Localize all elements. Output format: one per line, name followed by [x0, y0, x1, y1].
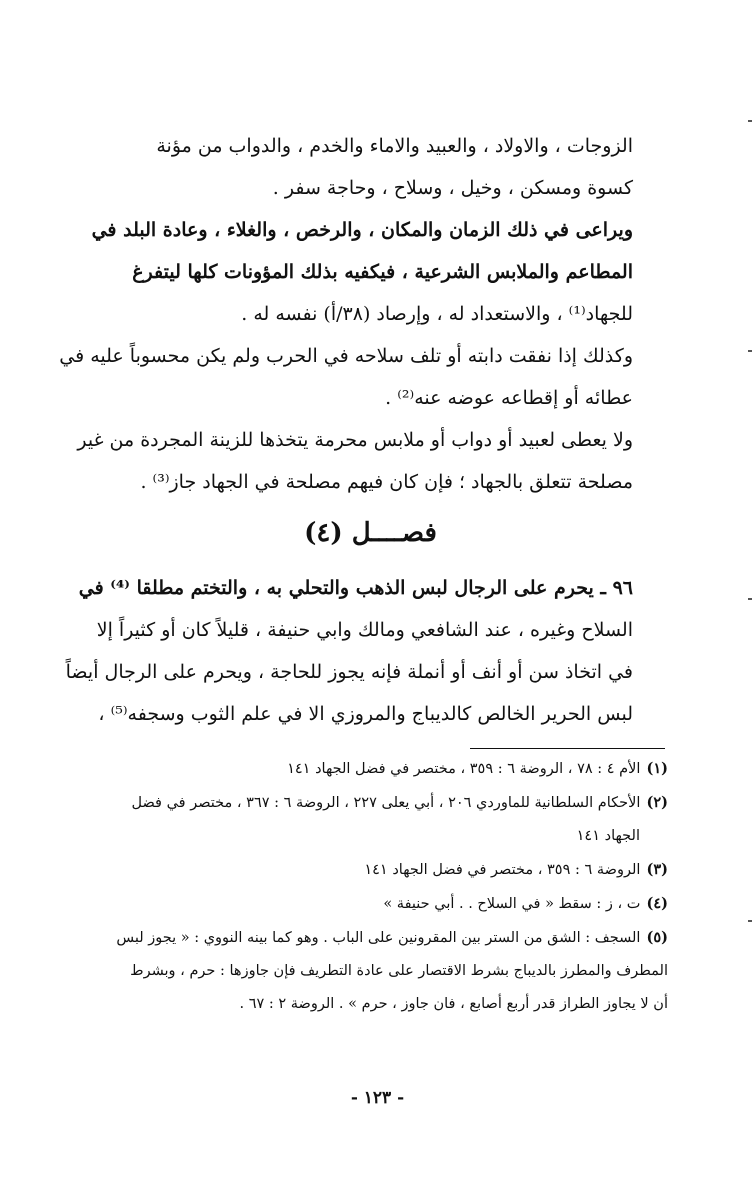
text-line-5: للجهاد⁽¹⁾ ، والاستعداد له ، وإرصاد (٣٨/أ) نفسه له .	[241, 303, 633, 325]
footnote-mark: (٥)	[646, 929, 668, 946]
footnote-mark: (٤)	[646, 895, 668, 912]
footnote-text: الروضة ٦ : ٣٥٩ ، مختصر في فضل الجهاد ١٤١	[364, 862, 641, 878]
text-line-3: ويراعى في ذلك الزمان والمكان ، والرخص ، والغلاء ، وعادة البلد في	[91, 219, 633, 241]
main-text	[59, 125, 633, 735]
footnote-text: المطرف والمطرز بالديباج بشرط الاقتصار على عادة التطريف فإن جاوزها : حرم ، وبشرط	[130, 963, 668, 979]
footnote-2	[100, 786, 668, 820]
footnote-4	[100, 887, 668, 921]
footnote-mark: (١)	[646, 760, 668, 777]
text-line-9: مصلحة تتعلق بالجهاد ؛ فإن كان فيهم مصلحة في الجهاد جاز⁽³⁾ .	[140, 471, 633, 493]
footnote-text: السجف : الشق من الستر بين المقرونين على الباب . وهو كما بينه النووي : « يجوز لبس	[116, 930, 641, 946]
text-line-8: ولا يعطى لعبيد أو دواب أو ملابس محرمة يتخذها للزينة المجردة من غير	[77, 429, 633, 451]
footnote-5-cont-1	[100, 955, 668, 988]
scan-mark	[748, 120, 752, 122]
section-line-1: ٩٦ ـ يحرم على الرجال لبس الذهب والتحلي به ، والتختم مطلقا ⁽⁴⁾ في	[78, 577, 633, 599]
text-line-2: كسوة ومسكن ، وخيل ، وسلاح ، وحاجة سفر .	[272, 177, 633, 199]
footnote-text: الأحكام السلطانية للماوردي ٢٠٦ ، أبي يعلى ٢٢٧ ، الروضة ٦ : ٣٦٧ ، مختصر في فضل	[131, 795, 641, 811]
footnote-2-cont	[100, 820, 668, 853]
footnotes	[100, 752, 668, 1021]
section-heading: فصــــل (٤)	[304, 518, 437, 548]
footnote-text: أن لا يجاوز الطراز قدر أربع أصابع ، فان جاوز ، حرم » . الروضة ٢ : ٦٧ .	[239, 996, 668, 1012]
footnote-text: ت ، ز : سقط « في السلاح . . أبي حنيفة »	[383, 896, 641, 912]
section-line-2: السلاح وغيره ، عند الشافعي ومالك وابي حنيفة ، قليلاً كان أو كثيراً إلا	[96, 619, 633, 641]
footnote-mark: (٣)	[646, 861, 668, 878]
scan-mark	[748, 920, 752, 922]
footnote-5-cont-2	[100, 988, 668, 1021]
footnote-text: الجهاد ١٤١	[576, 828, 640, 844]
section-line-4: لبس الحرير الخالص كالديباج والمروزي الا في علم الثوب وسجفه⁽⁵⁾ ،	[98, 703, 633, 725]
footnote-1	[100, 752, 668, 786]
text-line-7: عطائه أو إقطاعه عوضه عنه⁽²⁾ .	[385, 387, 633, 409]
text-line-4: المطاعم والملابس الشرعية ، فيكفيه بذلك المؤونات كلها ليتفرغ	[132, 261, 633, 283]
section-line-3: في اتخاذ سن أو أنف أو أنملة فإنه يجوز للحاجة ، ويحرم على الرجال أيضاً	[65, 661, 633, 683]
footnote-3	[100, 853, 668, 887]
page-number: - ١٢٣ -	[350, 1088, 405, 1108]
footnote-divider	[470, 748, 665, 749]
footnote-5	[100, 921, 668, 955]
scan-mark	[748, 598, 752, 600]
footnote-text: الأم ٤ : ٧٨ ، الروضة ٦ : ٣٥٩ ، مختصر في فضل الجهاد ١٤١	[287, 761, 641, 777]
scan-mark	[748, 350, 752, 352]
footnote-mark: (٢)	[646, 794, 668, 811]
text-line-6: وكذلك إذا نفقت دابته أو تلف سلاحه في الحرب ولم يكن محسوباً عليه في	[59, 345, 633, 367]
text-line-1: الزوجات ، والاولاد ، والعبيد والاماء والخدم ، والدواب من مؤنة	[156, 135, 633, 157]
